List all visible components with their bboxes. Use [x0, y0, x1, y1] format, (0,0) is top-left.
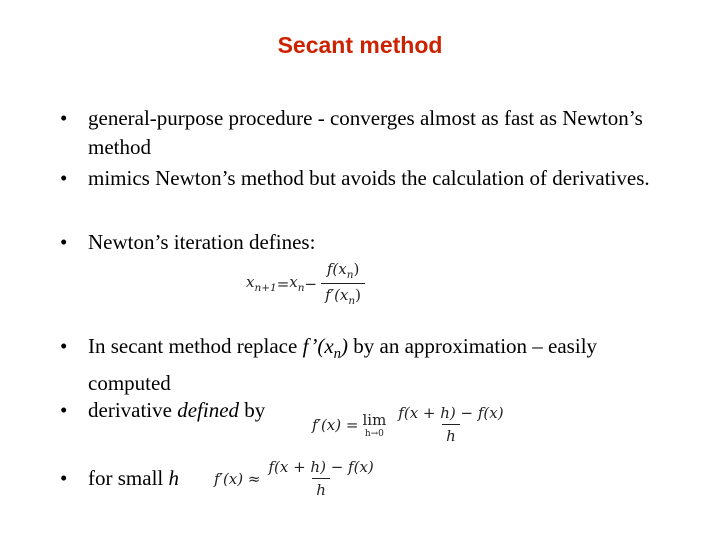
bullet-dot: •: [60, 166, 68, 190]
bullet-dot: •: [60, 334, 68, 358]
bullet-dot: •: [60, 398, 68, 422]
bullet-item: [60, 164, 660, 193]
bullet-dot: •: [60, 106, 68, 130]
slide-title: Secant method: [277, 32, 443, 58]
bullet-text: for small h: [88, 466, 179, 490]
derivative-approximation-equation: f′(x) ≈ $\frac{f(x + h) - f(x)}{h}$: [214, 458, 374, 499]
bullet-text: derivative defined by: [88, 398, 266, 422]
bullet-dot: •: [60, 230, 68, 254]
bullet-item: [60, 332, 660, 398]
derivative-limit-equation: f′(x) = lim h→0 $\frac{f(x + h) - f(x)}{h}$: [312, 404, 504, 445]
bullet-dot: •: [60, 466, 68, 490]
bullet-item: [60, 228, 660, 257]
bullet-text: In secant method replace $f’(x_n)$ by an approximation – easily computed: [88, 334, 598, 396]
bullet-text: mimics Newton’s method but avoids the calculation of derivatives.: [88, 166, 650, 190]
bullet-text: general-purpose procedure - converges almost as fast as Newton’s method: [88, 106, 643, 159]
bullet-item: [60, 104, 660, 162]
newton-iteration-equation: $x_{n+1}$ = $x_n$ − $\frac{f(x_n)}{f'(x_n)}$: [246, 260, 369, 307]
bullet-text: Newton’s iteration defines:: [88, 230, 316, 254]
